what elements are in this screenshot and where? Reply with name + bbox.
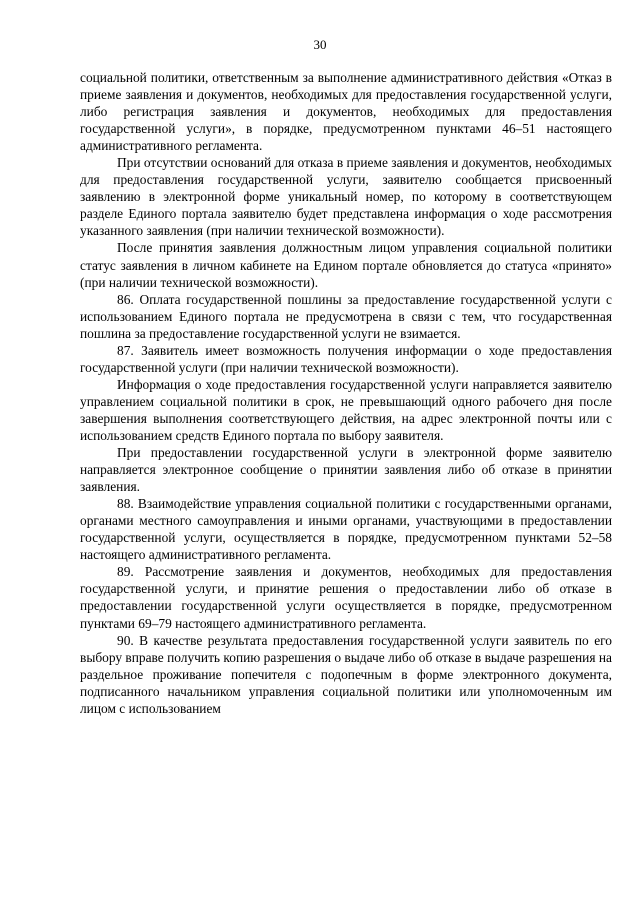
paragraph-89: 89. Рассмотрение заявления и документов, необходимых для предоставления государственной услуги, и принятие решения о предоставлении либо об отказе в предоставлении государственной услуги осуществляется в порядке, предусмотренном пунктами 69–79 настоящего административного регламента. (80, 564, 612, 631)
paragraph-electronic-message: При предоставлении государственной услуги в электронной форме заявителю направляется электронное сообщение о принятии заявления либо об отказе в принятии заявления. (80, 445, 612, 495)
paragraph-no-refusal-grounds: При отсутствии оснований для отказа в приеме заявления и документов, необходимых для предоставления государственной услуги, заявителю сообщается присвоенный заявлению в электронной форме уникальный номер, по которому в соответствующем разделе Единого портала заявителю будет представлена информация о ходе рассмотрения указанного заявления (при наличии технической возможности). (80, 155, 612, 239)
paragraph-status-update: После принятия заявления должностным лицом управления социальной политики статус заявления в личном кабинете на Едином портале обновляется до статуса «принято» (при наличии технической возможности). (80, 240, 612, 290)
paragraph-88: 88. Взаимодействие управления социальной политики с государственными органами, органами местного самоуправления и иными органами, участвующими в предоставлении государственной услуги, осуществляется в порядке, предусмотренном пунктами 52–58 настоящего административного регламента. (80, 496, 612, 563)
paragraph-90: 90. В качестве результата предоставления государственной услуги заявитель по его выбору вправе получить копию разрешения о выдаче либо об отказе в выдаче разрешения на раздельное проживание попечителя с подопечным в форме электронного документа, подписанного начальником управления социальной политики или уполномоченным им лицом с использованием (80, 632, 612, 716)
paragraph-86: 86. Оплата государственной пошлины за предоставление государственной услуги с использованием Единого портала не предусмотрена в связи с тем, что государственная пошлина за предоставление государственной услуги не взимается. (80, 291, 612, 341)
paragraph-continuation: социальной политики, ответственным за выполнение административного действия «Отказ в приеме заявления и документов, необходимых для предоставления государственной услуги, либо регистрация заявления и документов, необходимых для предоставления государственной услуги», в порядке, предусмотренном пунктами 46–51 настоящего административного регламента. (80, 70, 612, 154)
document-body (80, 69, 612, 717)
paragraph-87: 87. Заявитель имеет возможность получения информации о ходе предоставления государственной услуги (при наличии технической возможности). (80, 342, 612, 375)
paragraph-progress-info: Информация о ходе предоставления государственной услуги направляется заявителю управлением социальной политики в срок, не превышающий одного рабочего дня после завершения выполнения соответствующего действия, на адрес электронной почты или с использованием средств Единого портала по выбору заявителя. (80, 376, 612, 443)
page-number: 30 (313, 37, 327, 52)
